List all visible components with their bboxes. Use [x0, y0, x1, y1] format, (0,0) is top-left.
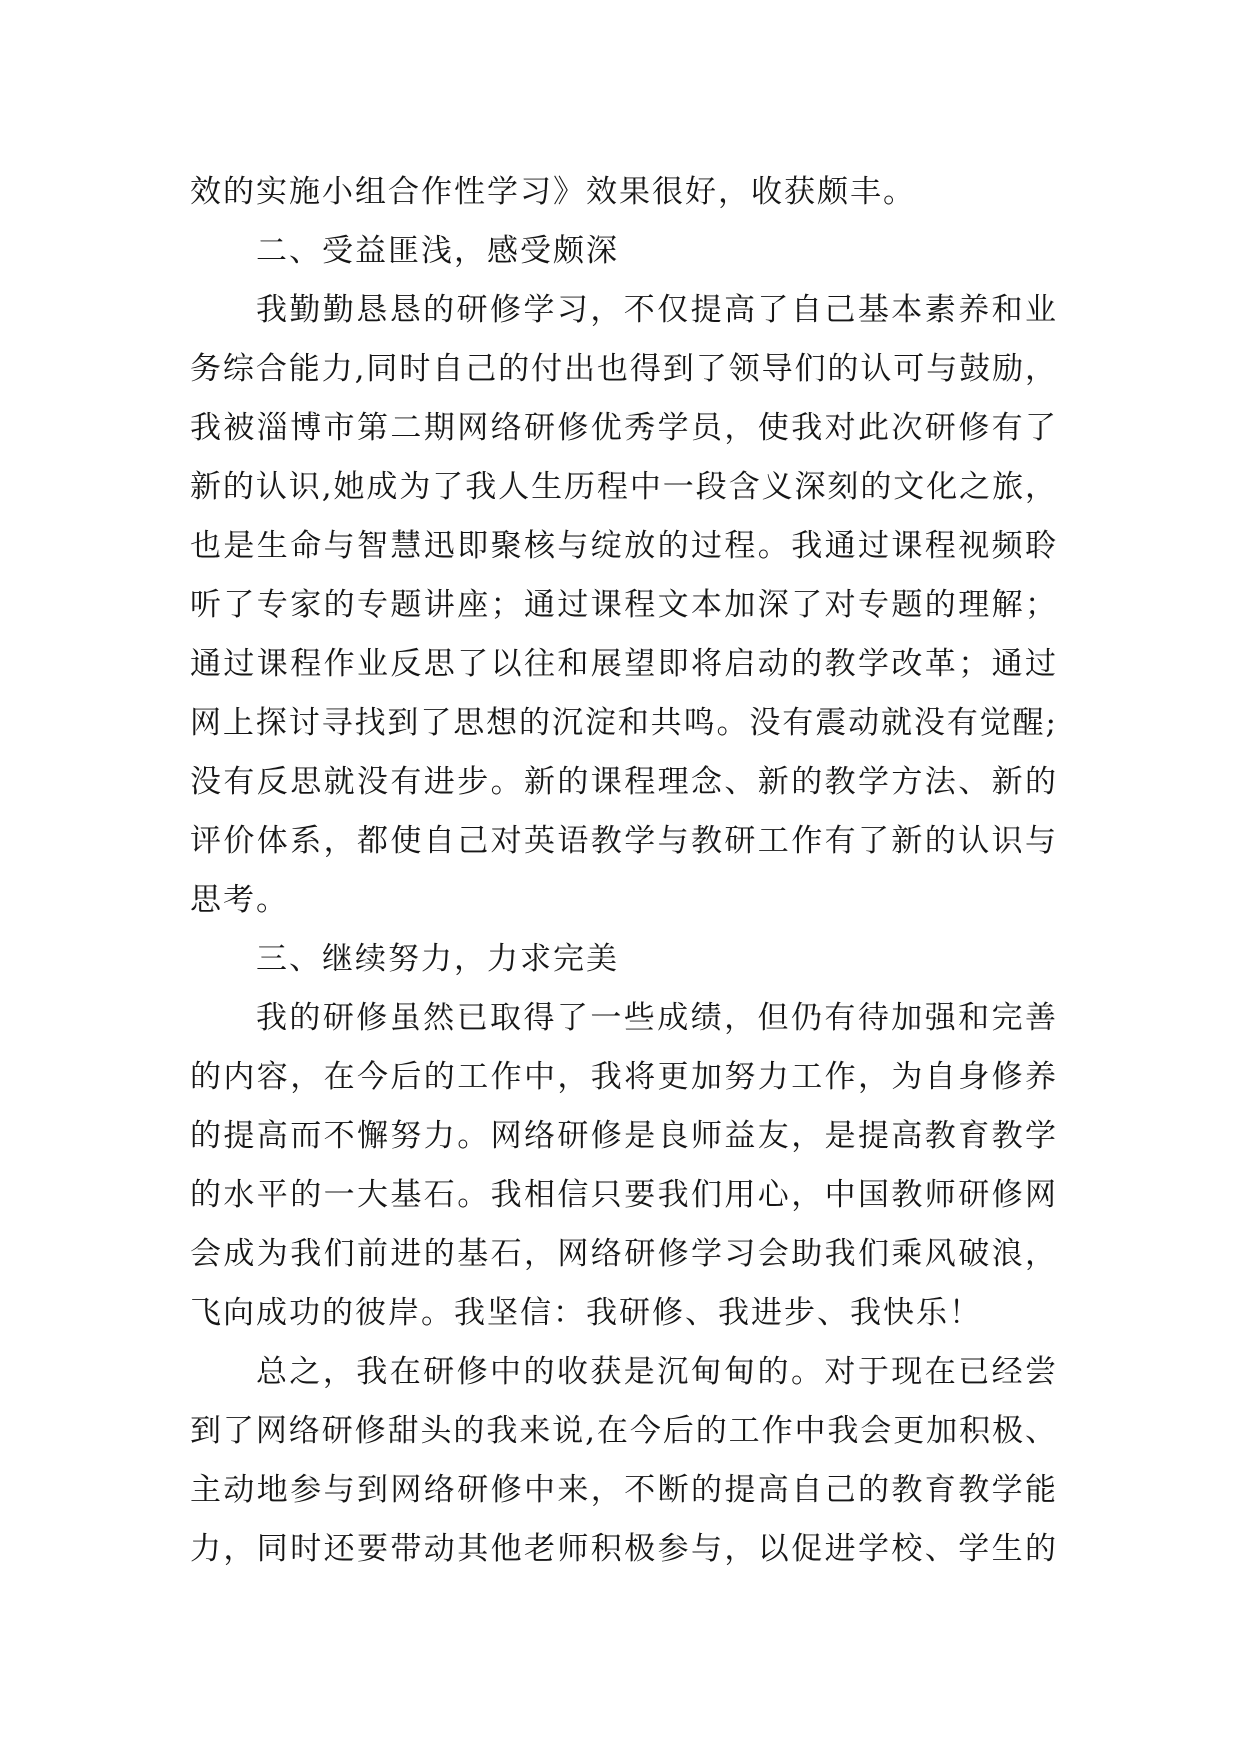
section-heading: 三、继续努力，力求完美	[256, 941, 619, 977]
paragraph-line: 评价体系，都使自己对英语教学与教研工作有了新的认识与	[190, 823, 1056, 859]
paragraph-first-line: 我勤勤恳恳的研修学习，不仅提高了自己基本素养和业	[256, 292, 1056, 328]
paragraph-line: 听了专家的专题讲座；通过课程文本加深了对专题的理解；	[190, 587, 1056, 623]
paragraph-last-line: 飞向成功的彼岸。我坚信：我研修、我进步、我快乐！	[190, 1295, 982, 1331]
paragraph-line: 力，同时还要带动其他老师积极参与，以促进学校、学生的	[190, 1531, 1056, 1567]
paragraph-line: 没有反思就没有进步。新的课程理念、新的教学方法、新的	[190, 764, 1056, 800]
paragraph-last-line: 效的实施小组合作性学习》效果很好，收获颇丰。	[190, 174, 916, 210]
paragraph-line: 新的认识,她成为了我人生历程中一段含义深刻的文化之旅，	[190, 469, 1056, 505]
paragraph-line: 的提高而不懈努力。网络研修是良师益友，是提高教育教学	[190, 1118, 1056, 1154]
document-body	[190, 163, 1056, 1579]
paragraph-line: 也是生命与智慧迅即聚核与绽放的过程。我通过课程视频聆	[190, 528, 1056, 564]
paragraph-first-line: 我的研修虽然已取得了一些成绩，但仍有待加强和完善	[256, 1000, 1056, 1036]
paragraph-line: 务综合能力,同时自己的付出也得到了领导们的认可与鼓励，	[190, 351, 1056, 387]
paragraph-line: 主动地参与到网络研修中来，不断的提高自己的教育教学能	[190, 1472, 1056, 1508]
paragraph-line: 的水平的一大基石。我相信只要我们用心，中国教师研修网	[190, 1177, 1056, 1213]
paragraph-line: 通过课程作业反思了以往和展望即将启动的教学改革；通过	[190, 646, 1056, 682]
paragraph-line: 我被淄博市第二期网络研修优秀学员，使我对此次研修有了	[190, 410, 1056, 446]
paragraph-first-line: 总之，我在研修中的收获是沉甸甸的。对于现在已经尝	[256, 1354, 1056, 1390]
paragraph-last-line: 思考。	[190, 882, 289, 918]
paragraph-line: 会成为我们前进的基石，网络研修学习会助我们乘风破浪，	[190, 1236, 1056, 1272]
paragraph-line: 网上探讨寻找到了思想的沉淀和共鸣。没有震动就没有觉醒;	[190, 705, 1056, 741]
paragraph-line: 到了网络研修甜头的我来说,在今后的工作中我会更加积极、	[190, 1413, 1056, 1449]
paragraph-line: 的内容，在今后的工作中，我将更加努力工作，为自身修养	[190, 1059, 1056, 1095]
section-heading: 二、受益匪浅，感受颇深	[256, 233, 619, 269]
